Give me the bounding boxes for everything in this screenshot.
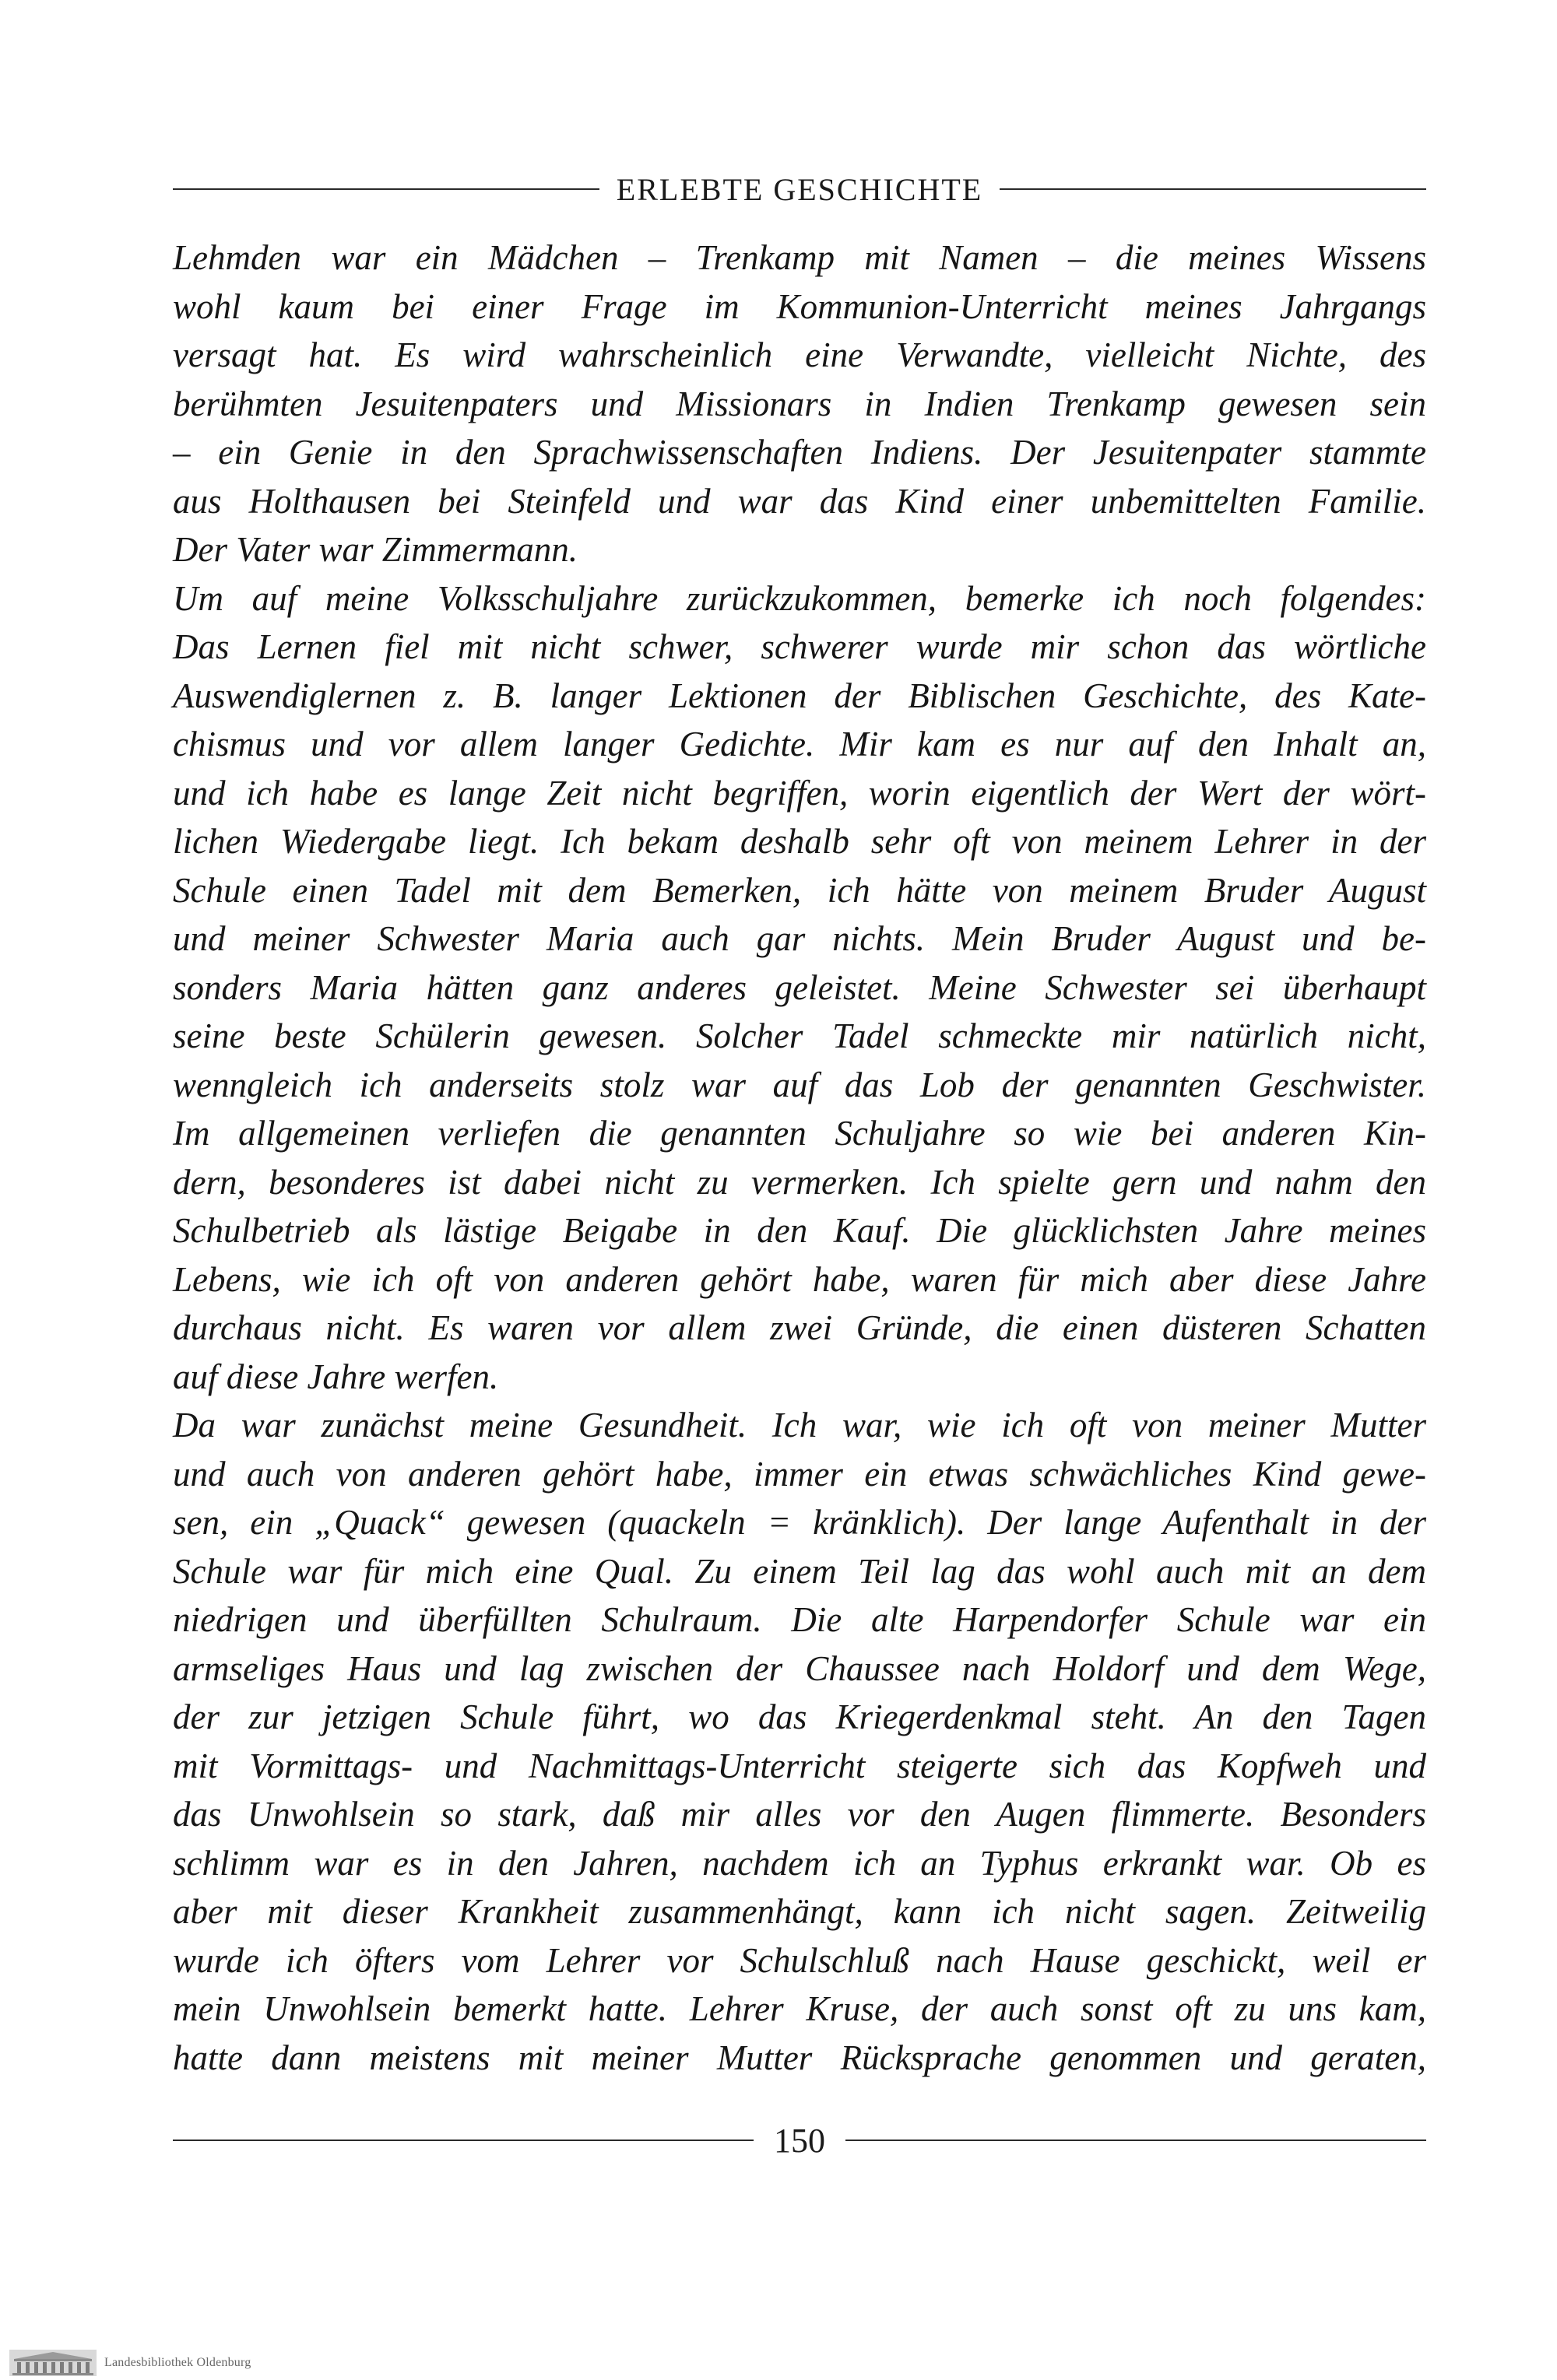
text-line: wenngleich ich anderseits stolz war auf das Lob der genannten Geschwister.	[173, 1065, 1426, 1104]
text-line: und ich habe es lange Zeit nicht begriffen, worin eigentlich der Wert der wört-	[173, 773, 1426, 813]
running-head	[173, 170, 1426, 209]
text-line: Lehmden war ein Mädchen – Trenkamp mit Namen – die meines Wissens	[173, 238, 1426, 277]
text-line: Um auf meine Volksschuljahre zurückzukommen, bemerke ich noch folgendes:	[173, 578, 1426, 618]
text-line: sonders Maria hätten ganz anderes geleistet. Meine Schwester sei überhaupt	[173, 967, 1426, 1007]
text-line: berühmten Jesuitenpaters und Missionars in Indien Trenkamp gewesen sein	[173, 384, 1426, 423]
text-line: Der Vater war Zimmermann.	[173, 530, 578, 569]
text-line: durchaus nicht. Es waren vor allem zwei Gründe, die einen düsteren Schatten	[173, 1308, 1426, 1347]
library-building-icon	[9, 2350, 97, 2376]
text-line: chismus und vor allem langer Gedichte. Mir kam es nur auf den Inhalt an,	[173, 725, 1426, 763]
text-line: das Unwohlsein so stark, daß mir alles vor den Augen flimmerte. Besonders	[173, 1795, 1426, 1834]
text-line: auf diese Jahre werfen.	[173, 1357, 499, 1396]
text-line: Da war zunächst meine Gesundheit. Ich war, wie ich oft von meiner Mutter	[173, 1406, 1426, 1444]
running-head-title: ERLEBTE GESCHICHTE	[616, 171, 983, 207]
text-line: wurde ich öfters vom Lehrer vor Schulschluß nach Hause geschickt, weil er	[173, 1940, 1426, 1980]
text-line: lichen Wiedergabe liegt. Ich bekam deshalb sehr oft von meinem Lehrer in der	[173, 822, 1426, 861]
text-line: und meiner Schwester Maria auch gar nichts. Mein Bruder August und be-	[173, 919, 1426, 958]
page-number: 150	[774, 2121, 825, 2160]
text-line: Das Lernen fiel mit nicht schwer, schwerer wurde mir schon das wörtliche	[173, 627, 1426, 666]
text-line: wohl kaum bei einer Frage im Kommunion-Unterricht meines Jahrgangs	[173, 286, 1426, 326]
library-name: Landesbibliothek Oldenburg	[104, 2356, 251, 2369]
body-text	[173, 233, 1426, 2082]
text-line: niedrigen und überfüllten Schulraum. Die alte Harpendorfer Schule war ein	[173, 1600, 1426, 1639]
running-head-right-rule	[1000, 188, 1426, 190]
text-line: schlimm war es in den Jahren, nachdem ich an Typhus erkrankt war. Ob es	[173, 1843, 1426, 1883]
text-line: der zur jetzigen Schule führt, wo das Kriegerdenkmal steht. An den Tagen	[173, 1697, 1426, 1736]
text-line: Lebens, wie ich oft von anderen gehört habe, waren für mich aber diese Jahre	[173, 1259, 1426, 1299]
text-line: und auch von anderen gehört habe, immer ein etwas schwächliches Kind gewe-	[173, 1454, 1426, 1494]
text-line: armseliges Haus und lag zwischen der Chaussee nach Holdorf und dem Wege,	[173, 1648, 1426, 1688]
text-line: hatte dann meistens mit meiner Mutter Rücksprache genommen und geraten,	[173, 2038, 1426, 2077]
text-line: Auswendiglernen z. B. langer Lektionen der Biblischen Geschichte, des Kate-	[173, 676, 1426, 715]
library-footer	[0, 2346, 1557, 2380]
folio-left-rule	[173, 2140, 754, 2141]
text-line: aber mit dieser Krankheit zusammenhängt, kann ich nicht sagen. Zeitweilig	[173, 1892, 1426, 1931]
text-line: sen, ein „Quack“ gewesen (quackeln = kränklich). Der lange Aufenthalt in der	[173, 1503, 1426, 1542]
running-head-left-rule	[173, 188, 599, 190]
text-line: aus Holthausen bei Steinfeld und war das Kind einer unbemittelten Familie.	[173, 481, 1426, 521]
text-line: Schulbetrieb als lästige Beigabe in den Kauf. Die glücklichsten Jahre meines	[173, 1211, 1426, 1250]
text-line: versagt hat. Es wird wahrscheinlich eine Verwandte, vielleicht Nichte, des	[173, 335, 1426, 374]
folio-right-rule	[845, 2140, 1426, 2141]
page-folio	[173, 2117, 1426, 2164]
text-line: Im allgemeinen verliefen die genannten Schuljahre so wie bei anderen Kin-	[173, 1114, 1426, 1153]
text-line: mit Vormittags- und Nachmittags-Unterricht steigerte sich das Kopfweh und	[173, 1746, 1426, 1785]
text-line: seine beste Schülerin gewesen. Solcher Tadel schmeckte mir natürlich nicht,	[173, 1016, 1426, 1055]
text-line: Schule war für mich eine Qual. Zu einem Teil lag das wohl auch mit an dem	[173, 1551, 1426, 1591]
text-line: – ein Genie in den Sprachwissenschaften Indiens. Der Jesuitenpater stammte	[173, 433, 1426, 472]
text-line: dern, besonderes ist dabei nicht zu vermerken. Ich spielte gern und nahm den	[173, 1162, 1426, 1202]
text-line: mein Unwohlsein bemerkt hatte. Lehrer Kruse, der auch sonst oft zu uns kam,	[173, 1989, 1426, 2028]
text-line: Schule einen Tadel mit dem Bemerken, ich hätte von meinem Bruder August	[173, 870, 1426, 910]
